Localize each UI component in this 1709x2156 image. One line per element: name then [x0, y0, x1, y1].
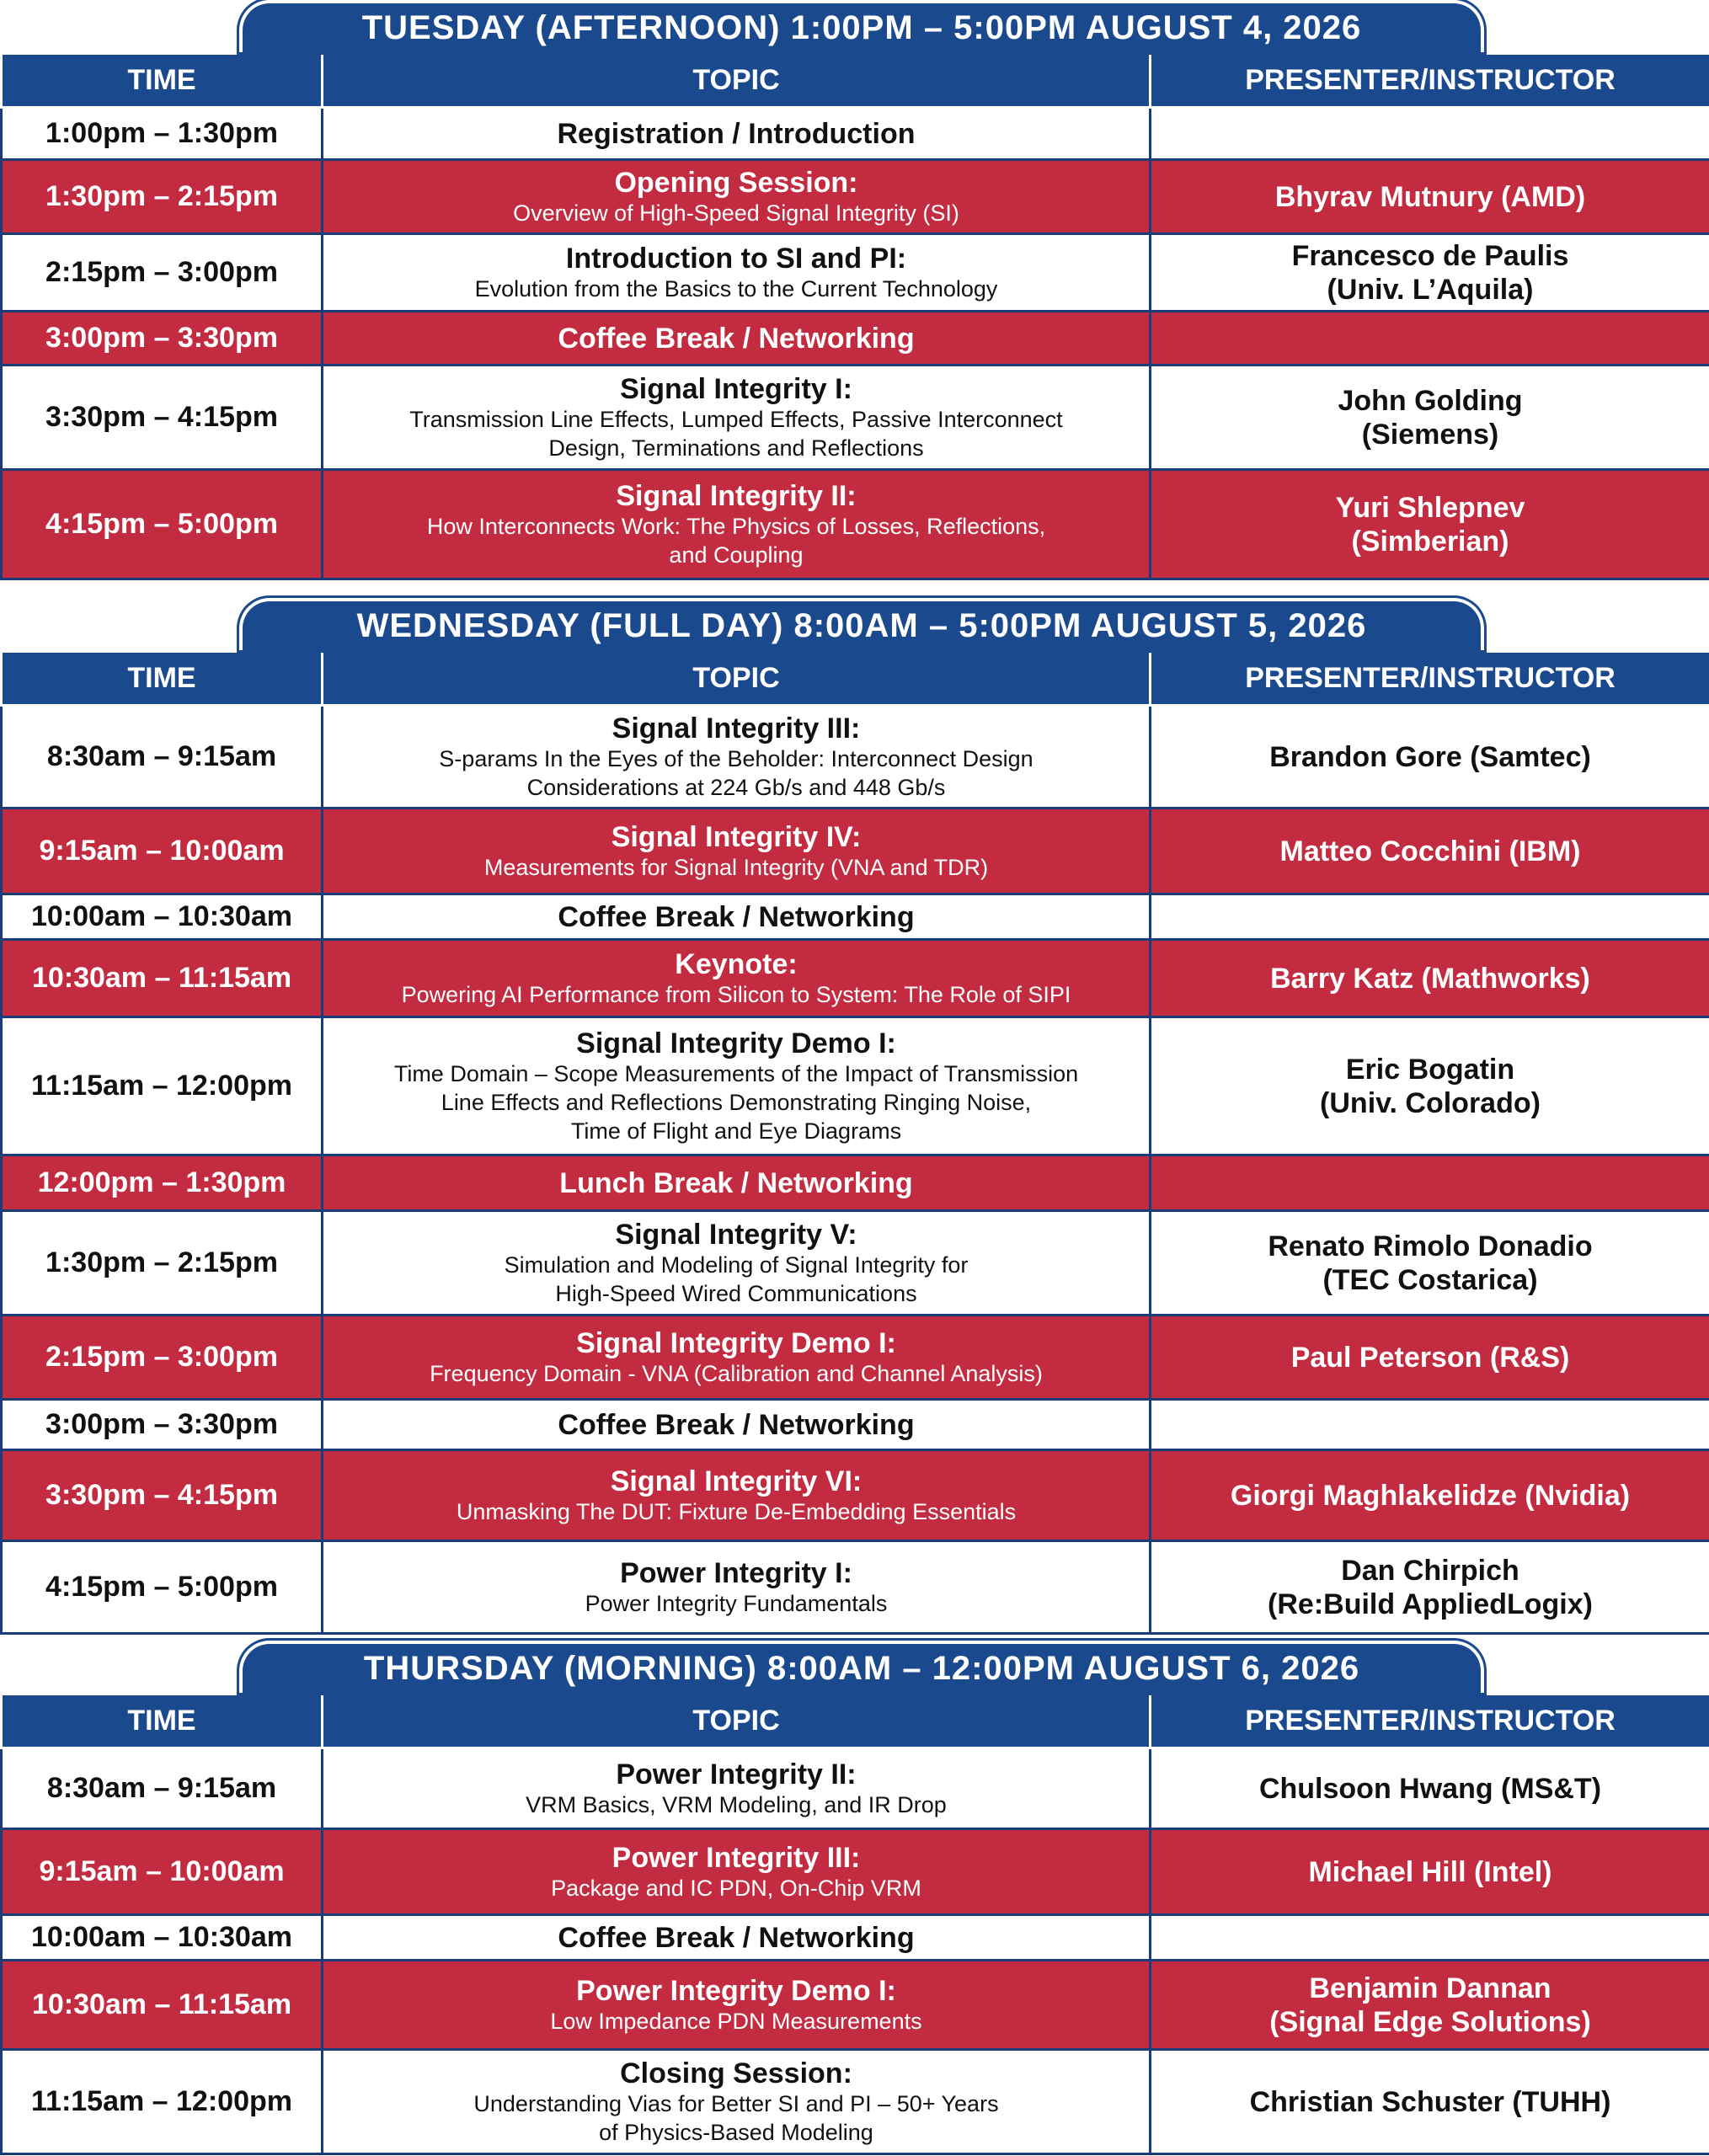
- presenter-name: Christian Schuster (TUHH): [1249, 2085, 1611, 2118]
- table-header-row: [2, 54, 1709, 108]
- session-time-text: 3:30pm – 4:15pm: [45, 401, 278, 433]
- presenter-name: Benjamin Dannan (Signal Edge Solutions): [1269, 1972, 1591, 2038]
- session-time: [2, 1829, 323, 1915]
- session-time: [2, 940, 323, 1017]
- presenter-name: Yuri Shlepnev (Simberian): [1335, 491, 1525, 558]
- table-row: [2, 706, 1709, 808]
- presenter-name: Francesco de Paulis (Univ. L’Aquila): [1291, 239, 1569, 306]
- session-time-text: 9:15am – 10:00am: [39, 835, 285, 867]
- header-topic: TOPIC: [323, 54, 1151, 108]
- header-time: TIME: [2, 1694, 323, 1748]
- day-tab-tuesday: TUESDAY (AFTERNOON) 1:00PM – 5:00PM AUGUST 4, 2026: [239, 0, 1484, 52]
- session-time-text: 3:00pm – 3:30pm: [45, 1408, 278, 1440]
- session-title: Signal Integrity III:: [612, 712, 861, 744]
- session-topic: [323, 160, 1151, 234]
- session-time-text: 10:30am – 11:15am: [31, 1988, 292, 2020]
- session-presenter: [1151, 940, 1709, 1017]
- session-time: [2, 160, 323, 234]
- session-topic: [323, 312, 1151, 366]
- session-time-text: 12:00pm – 1:30pm: [37, 1166, 286, 1198]
- session-presenter: [1151, 1211, 1709, 1315]
- table-row: [2, 470, 1709, 579]
- session-time: [2, 1017, 323, 1155]
- presenter-name: Brandon Gore (Samtec): [1269, 740, 1591, 773]
- session-description: Package and IC PDN, On-Chip VRM: [551, 1875, 921, 1901]
- schedule-table-thursday: [0, 1693, 1709, 2155]
- table-row: [2, 894, 1709, 940]
- presenter-name: Giorgi Maghlakelidze (Nvidia): [1230, 1479, 1631, 1512]
- session-presenter: [1151, 366, 1709, 470]
- schedule-table-wednesday: [0, 650, 1709, 1635]
- presenter-name: Paul Peterson (R&S): [1290, 1341, 1570, 1374]
- session-description: Unmasking The DUT: Fixture De-Embedding Essentials: [456, 1498, 1017, 1524]
- session-time: [2, 1748, 323, 1829]
- table-row: [2, 366, 1709, 470]
- table-header-row: [2, 1694, 1709, 1748]
- session-topic: [323, 1400, 1151, 1450]
- presenter-name: Renato Rimolo Donadio (TEC Costarica): [1268, 1230, 1593, 1296]
- session-presenter: [1151, 1315, 1709, 1400]
- session-time: [2, 1450, 323, 1541]
- session-title: Power Integrity Demo I:: [576, 1974, 896, 2007]
- session-time-text: 1:00pm – 1:30pm: [45, 117, 278, 149]
- session-time: [2, 1315, 323, 1400]
- table-row: [2, 234, 1709, 312]
- session-description: Time Domain – Scope Measurements of the Impact of Transmission Line Effects and Reflections Demonstrating Ringing Noise, Time of Flight and Eye Diagrams: [393, 1060, 1079, 1144]
- session-topic: [323, 1915, 1151, 1961]
- session-topic: [323, 808, 1151, 894]
- session-topic: [323, 894, 1151, 940]
- table-row: [2, 1017, 1709, 1155]
- presenter-name: Michael Hill (Intel): [1308, 1855, 1552, 1888]
- table-row: [2, 940, 1709, 1017]
- session-time: [2, 2050, 323, 2154]
- session-title: Signal Integrity II:: [616, 479, 857, 512]
- session-description: How Interconnects Work: The Physics of Losses, Reflections, and Coupling: [426, 513, 1046, 568]
- session-topic: [323, 706, 1151, 808]
- presenter-name: Bhyrav Mutnury (AMD): [1274, 180, 1586, 213]
- session-time: [2, 1155, 323, 1211]
- session-title: Coffee Break / Networking: [558, 900, 915, 933]
- table-row: [2, 1915, 1709, 1961]
- session-presenter: [1151, 1017, 1709, 1155]
- session-topic: [323, 1315, 1151, 1400]
- session-presenter: [1151, 1829, 1709, 1915]
- session-topic: [323, 108, 1151, 160]
- session-description: Understanding Vias for Better SI and PI – 50+ Years of Physics-Based Modeling: [473, 2090, 999, 2145]
- table-header-row: [2, 652, 1709, 706]
- session-description: Simulation and Modeling of Signal Integrity for High-Speed Wired Communications: [504, 1251, 969, 1306]
- session-time-text: 8:30am – 9:15am: [46, 740, 277, 772]
- header-time: TIME: [2, 652, 323, 706]
- session-topic: [323, 366, 1151, 470]
- session-title: Keynote:: [675, 947, 798, 980]
- header-presenter: PRESENTER/INSTRUCTOR: [1151, 1694, 1709, 1748]
- session-title: Coffee Break / Networking: [558, 1921, 915, 1954]
- session-title: Signal Integrity I:: [620, 372, 852, 405]
- header-presenter: PRESENTER/INSTRUCTOR: [1151, 54, 1709, 108]
- session-time: [2, 1961, 323, 2050]
- session-time-text: 3:00pm – 3:30pm: [45, 322, 278, 354]
- session-time: [2, 1915, 323, 1961]
- session-title: Coffee Break / Networking: [558, 322, 915, 355]
- session-presenter: [1151, 108, 1709, 160]
- session-time-text: 10:00am – 10:30am: [30, 900, 292, 932]
- session-time-text: 4:15pm – 5:00pm: [45, 1571, 278, 1603]
- session-topic: [323, 1748, 1151, 1829]
- table-row: [2, 1211, 1709, 1315]
- session-presenter: [1151, 234, 1709, 312]
- table-row: [2, 1541, 1709, 1634]
- session-description: Transmission Line Effects, Lumped Effects, Passive Interconnect Design, Terminations and Reflections: [409, 406, 1063, 461]
- session-title: Coffee Break / Networking: [558, 1408, 915, 1441]
- session-presenter: [1151, 160, 1709, 234]
- session-time-text: 1:30pm – 2:15pm: [45, 1246, 278, 1278]
- session-topic: [323, 470, 1151, 579]
- session-title: Signal Integrity V:: [615, 1218, 857, 1251]
- session-title: Signal Integrity Demo I:: [576, 1326, 896, 1359]
- table-row: [2, 312, 1709, 366]
- session-presenter: [1151, 1400, 1709, 1450]
- session-time: [2, 706, 323, 808]
- session-topic: [323, 1961, 1151, 2050]
- session-presenter: [1151, 808, 1709, 894]
- session-time: [2, 1211, 323, 1315]
- header-topic: TOPIC: [323, 652, 1151, 706]
- session-title: Lunch Break / Networking: [559, 1166, 913, 1199]
- table-row: [2, 2050, 1709, 2154]
- session-presenter: [1151, 706, 1709, 808]
- session-time: [2, 312, 323, 366]
- table-row: [2, 1450, 1709, 1541]
- table-row: [2, 1961, 1709, 2050]
- session-topic: [323, 1017, 1151, 1155]
- session-description: Measurements for Signal Integrity (VNA and TDR): [483, 854, 989, 880]
- session-title: Power Integrity II:: [616, 1758, 857, 1790]
- session-presenter: [1151, 1915, 1709, 1961]
- session-description: Low Impedance PDN Measurements: [550, 2008, 922, 2034]
- session-topic: [323, 1450, 1151, 1541]
- header-presenter: PRESENTER/INSTRUCTOR: [1151, 652, 1709, 706]
- session-time-text: 9:15am – 10:00am: [39, 1855, 285, 1887]
- session-description: VRM Basics, VRM Modeling, and IR Drop: [526, 1791, 947, 1817]
- session-presenter: [1151, 2050, 1709, 2154]
- session-time: [2, 366, 323, 470]
- session-time: [2, 234, 323, 312]
- session-description: Frequency Domain - VNA (Calibration and Channel Analysis): [430, 1360, 1043, 1386]
- session-topic: [323, 1155, 1151, 1211]
- session-time-text: 2:15pm – 3:00pm: [45, 1341, 278, 1373]
- session-time-text: 11:15am – 12:00pm: [31, 2085, 292, 2117]
- session-time-text: 11:15am – 12:00pm: [31, 1070, 292, 1102]
- session-topic: [323, 940, 1151, 1017]
- session-description: Evolution from the Basics to the Current Technology: [474, 275, 998, 302]
- table-row: [2, 1155, 1709, 1211]
- day-tab-wednesday: WEDNESDAY (FULL DAY) 8:00AM – 5:00PM AUGUST 5, 2026: [239, 598, 1484, 650]
- session-time-text: 8:30am – 9:15am: [46, 1772, 277, 1804]
- session-presenter: [1151, 1961, 1709, 2050]
- session-time: [2, 1541, 323, 1634]
- session-time-text: 10:00am – 10:30am: [30, 1921, 292, 1953]
- presenter-name: John Golding (Siemens): [1338, 384, 1523, 451]
- session-presenter: [1151, 1748, 1709, 1829]
- presenter-name: Dan Chirpich (Re:Build AppliedLogix): [1268, 1554, 1593, 1620]
- session-title: Introduction to SI and PI:: [565, 242, 907, 275]
- session-title: Registration / Introduction: [557, 117, 916, 150]
- session-description: Overview of High-Speed Signal Integrity (SI): [513, 200, 959, 226]
- table-row: [2, 108, 1709, 160]
- session-time-text: 4:15pm – 5:00pm: [45, 508, 278, 540]
- session-topic: [323, 1829, 1151, 1915]
- session-topic: [323, 2050, 1151, 2154]
- session-time-text: 3:30pm – 4:15pm: [45, 1479, 278, 1511]
- presenter-name: Eric Bogatin (Univ. Colorado): [1320, 1053, 1541, 1119]
- session-presenter: [1151, 1155, 1709, 1211]
- session-title: Opening Session:: [614, 166, 858, 199]
- table-row: [2, 160, 1709, 234]
- session-presenter: [1151, 1450, 1709, 1541]
- session-topic: [323, 1541, 1151, 1634]
- table-row: [2, 808, 1709, 894]
- session-topic: [323, 234, 1151, 312]
- session-time: [2, 1400, 323, 1450]
- day-tab-thursday: THURSDAY (MORNING) 8:00AM – 12:00PM AUGUST 6, 2026: [239, 1641, 1484, 1693]
- table-row: [2, 1748, 1709, 1829]
- session-topic: [323, 1211, 1151, 1315]
- session-time: [2, 470, 323, 579]
- presenter-name: Matteo Cocchini (IBM): [1279, 835, 1581, 867]
- session-presenter: [1151, 470, 1709, 579]
- session-title: Power Integrity I:: [620, 1556, 852, 1589]
- session-title: Signal Integrity VI:: [610, 1465, 863, 1497]
- session-title: Signal Integrity Demo I:: [576, 1027, 896, 1059]
- session-time-text: 10:30am – 11:15am: [31, 962, 292, 994]
- session-description: S-params In the Eyes of the Beholder: Interconnect Design Considerations at 224 Gb/s and 448 Gb/s: [439, 745, 1033, 800]
- presenter-name: Chulsoon Hwang (MS&T): [1258, 1772, 1602, 1805]
- table-row: [2, 1315, 1709, 1400]
- presenter-name: Barry Katz (Mathworks): [1270, 962, 1590, 995]
- session-description: Powering AI Performance from Silicon to System: The Role of SIPI: [401, 981, 1071, 1007]
- session-time: [2, 808, 323, 894]
- session-description: Power Integrity Fundamentals: [585, 1590, 888, 1616]
- table-row: [2, 1400, 1709, 1450]
- session-title: Signal Integrity IV:: [611, 820, 862, 853]
- schedule-table-tuesday: [0, 52, 1709, 580]
- header-topic: TOPIC: [323, 1694, 1151, 1748]
- session-time: [2, 108, 323, 160]
- session-title: Power Integrity III:: [612, 1841, 861, 1874]
- table-row: [2, 1829, 1709, 1915]
- session-time-text: 1:30pm – 2:15pm: [45, 180, 278, 212]
- header-time: TIME: [2, 54, 323, 108]
- session-presenter: [1151, 1541, 1709, 1634]
- session-presenter: [1151, 312, 1709, 366]
- session-presenter: [1151, 894, 1709, 940]
- session-time: [2, 894, 323, 940]
- session-title: Closing Session:: [620, 2057, 852, 2089]
- session-time-text: 2:15pm – 3:00pm: [45, 256, 278, 288]
